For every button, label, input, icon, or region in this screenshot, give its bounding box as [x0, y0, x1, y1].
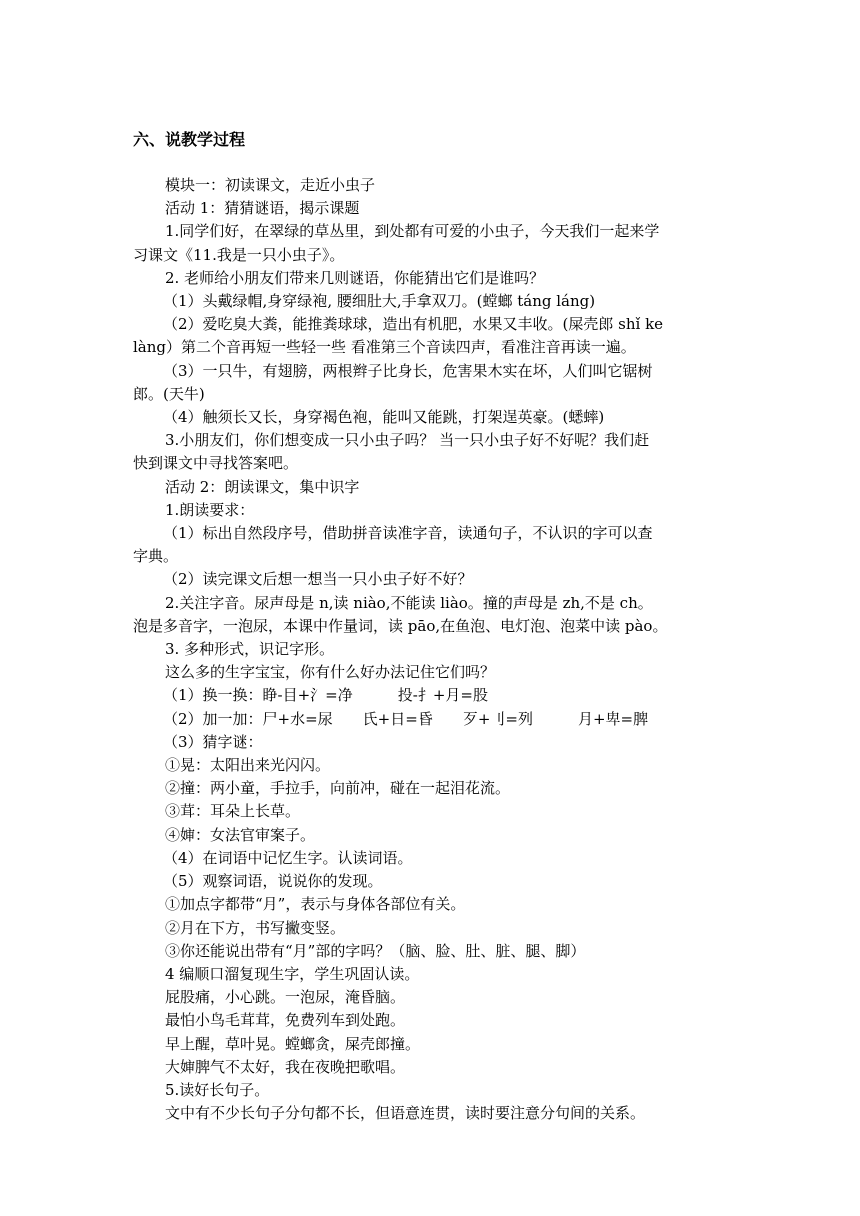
paragraph-line: 这么多的生字宝宝，你有什么好办法记住它们吗？ [165, 663, 496, 682]
rhyme-line: 最怕小鸟毛茸茸，免费列车到处跑。 [165, 1011, 406, 1030]
list-item: ④婶：女法官审案子。 [165, 825, 316, 844]
riddle-3: （3）一只牛，有翅膀，两根辫子比身长，危害果木实在坏，人们叫它锯树 [163, 361, 653, 380]
riddle-2-cont: làng）第二个音再短一些轻一些 看准第三个音读四声，看准注音再读一遍。 [133, 338, 636, 357]
paragraph-line: 2. 老师给小朋友们带来几则谜语，你能猜出它们是谁吗？ [165, 268, 545, 287]
paragraph-line: 快到课文中寻找答案吧。 [133, 454, 299, 473]
paragraph-line: 文中有不少长句子分句都不长，但语意连贯，读时要注意分句间的关系。 [165, 1104, 646, 1123]
riddle-4: （4）触须长又长，身穿褐色袍，能叫又能跳，打架逞英豪。(蟋蟀) [163, 408, 605, 427]
paragraph-line: 2.关注字音。尿声母是 n,读 niào,不能读 liào。撞的声母是 zh,不是 ch。 [165, 593, 653, 612]
list-item: （1）换一换：睁-目+氵=净 投-扌+月=股 [163, 686, 488, 705]
paragraph-line: 字典。 [133, 547, 179, 566]
list-item: ①晃：太阳出来光闪闪。 [165, 756, 331, 775]
rhyme-line: 屁股痛，小心跳。一泡尿，淹昏脑。 [165, 988, 406, 1007]
riddle-2: （2）爱吃臭大粪，能推粪球球，造出有机肥，水果又丰收。(屎壳郎 shǐ ke [163, 315, 664, 334]
list-item: （2）加一加：尸+水=尿 氏+日=昏 歹+刂=列 月+卑=脾 [163, 709, 649, 728]
paragraph-line: （2）读完课文后想一想当一只小虫子好不好？ [163, 570, 473, 589]
activity-1-title: 活动 1：猜猜谜语，揭示课题 [165, 199, 360, 218]
module-title: 模块一：初读课文，走近小虫子 [165, 176, 376, 194]
paragraph-line: 泡是多音字，一泡尿，本课中作量词，读 pāo,在鱼泡、电灯泡、泡菜中读 pào。 [133, 616, 668, 635]
list-item: ①加点字都带“月”，表示与身体各部位有关。 [165, 895, 466, 914]
paragraph-line: 4 编顺口溜复现生字，学生巩固认读。 [165, 964, 420, 983]
riddle-3-cont: 郎。(天牛) [133, 384, 205, 403]
body-text [133, 174, 733, 1125]
paragraph-line: 3. 多种形式，识记字形。 [165, 640, 335, 659]
list-item: （4）在词语中记忆生字。认读词语。 [163, 848, 413, 867]
list-item: ③茸：耳朵上长草。 [165, 802, 301, 821]
paragraph-line: 3.小朋友们，你们想变成一只小虫子吗？ 当一只小虫子好不好呢？我们赶 [165, 431, 650, 450]
riddle-1: （1）头戴绿帽,身穿绿袍, 腰细肚大,手拿双刀。(螳螂 táng láng) [163, 292, 596, 311]
list-item: ②撞：两小童，手拉手，向前冲，碰在一起泪花流。 [165, 779, 511, 798]
section-title: 六、说教学过程 [133, 130, 246, 149]
paragraph-line: 1.同学们好，在翠绿的草丛里，到处都有可爱的小虫子，今天我们一起来学 [165, 222, 660, 241]
list-item: （5）观察词语，说说你的发现。 [163, 872, 383, 891]
list-item: ③你还能说出带有“月”部的字吗？（脑、脸、肚、脏、腿、脚） [165, 941, 586, 960]
rhyme-line: 大婶脾气不太好，我在夜晚把歌唱。 [165, 1057, 406, 1076]
paragraph-line: 习课文《11.我是一只小虫子》。 [133, 245, 345, 264]
activity-2-title: 活动 2：朗读课文，集中识字 [165, 477, 360, 496]
list-item: ②月在下方，书写撇变竖。 [165, 918, 346, 937]
paragraph-line: （1）标出自然段序号，借助拼音读准字音，读通句子，不认识的字可以查 [163, 524, 653, 543]
list-item: （3）猜字谜： [163, 732, 263, 751]
paragraph-line: 1.朗读要求： [165, 500, 255, 519]
paragraph-line: 5.读好长句子。 [165, 1080, 270, 1099]
rhyme-line: 早上醒，草叶晃。螳螂贪，屎壳郎撞。 [165, 1034, 421, 1053]
